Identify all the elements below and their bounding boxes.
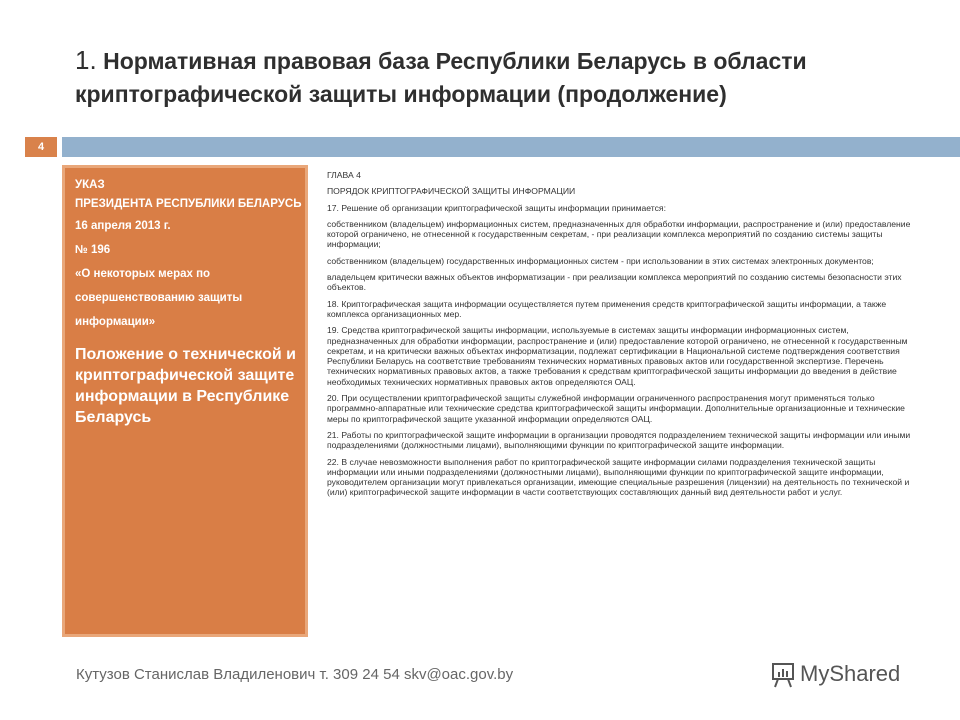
watermark-text: MyShared	[800, 661, 901, 686]
decree-number: № 196	[75, 244, 111, 256]
paragraph: 19. Средства криптографической защиты информации, используемые в системах защиты информации информационных систем, предназначенных для обработки информации, распространение и (или) предоставление которой ограничено, не отнесенной к государственным секретам, и на критически важных объектах информатизации, подлежат сертификации в Национальной системе подтверждения соответствия Республики Беларусь на соответствие требованиям технических нормативных правовых актов или государственной экспертизе. Перечень технических нормативных правовых актов, а также требования к средствам криптографической защиты информации до введения в действие необходимых технических нормативных правовых актов определяются ОАЦ.	[327, 325, 908, 387]
chapter-label: ГЛАВА 4	[327, 170, 361, 180]
decree-type: УКАЗ	[75, 179, 105, 191]
chapter-title: ПОРЯДОК КРИПТОГРАФИЧЕСКОЙ ЗАЩИТЫ ИНФОРМАЦИИ	[327, 186, 576, 197]
footer-contact: Кутузов Станислав Владиленович т. 309 24 54 skv@oac.gov.by	[76, 666, 514, 683]
paragraph: 20. При осуществлении криптографической защиты служебной информации ограниченного распространения могут применяться только программно-аппаратные или технические средства криптографической защиты информации. Дополнительные организационные и технические меры по криптографической защите указанной информации определяются ОАЦ.	[327, 393, 905, 424]
regulation-heading: Положение о технической и криптографической защите информации в Республике Беларусь	[75, 346, 296, 426]
paragraph: 18. Криптографическая защита информации осуществляется путем применения средств криптографической защиты информации, а также комплекса организационных мер.	[327, 298, 887, 319]
decree-date: 16 апреля 2013 г.	[75, 220, 171, 232]
slide-number: 4	[25, 137, 57, 157]
paragraph: 17. Решение об организации криптографической защиты информации принимается:	[327, 202, 666, 213]
watermark	[770, 660, 900, 688]
paragraph: 22. В случае невозможности выполнения работ по криптографической защите информации силами подразделения технической защиты информации или иными подразделениями (должностными лицами), выполняющими функции по криптографической защите информации, руководителем организации могут привлекаться организации, имеющие специальные разрешения (лицензии) на деятельность по технической и (или) криптографической защите информации в части соответствующих составляющих данный вид деятельности работ и услуг.	[327, 456, 910, 498]
decree-title: «О некоторых мерах по совершенствованию защиты информации»	[75, 268, 243, 328]
title-number: 1.	[75, 45, 97, 75]
title-text: Нормативная правовая база Республики Беларусь в области криптографической защиты информации (продолжение)	[75, 48, 807, 107]
slide-title	[75, 44, 935, 111]
decree-issuer: ПРЕЗИДЕНТА РЕСПУБЛИКИ БЕЛАРУСЬ	[75, 198, 302, 210]
paragraph: собственником (владельцем) государственных информационных систем - при использовании в этих системах электронных документов;	[327, 255, 874, 266]
header-bar	[62, 137, 960, 157]
paragraph: 21. Работы по криптографической защите информации в организации проводятся подразделением технической защиты информации или иными подразделениями (должностными лицами), выполняющими функции по криптографической защите информации.	[327, 429, 911, 451]
regulation-text	[327, 170, 917, 504]
presentation-board-icon	[770, 660, 796, 688]
decree-panel	[62, 165, 308, 637]
paragraph: собственником (владельцем) информационных систем, предназначенных для обработки информации, распространение и (или) предоставление которой ограничено, не отнесенной к государственным секретам, - при реализации комплекса мероприятий по созданию системы защиты информации;	[327, 218, 911, 250]
paragraph: владельцем критически важных объектов информатизации - при реализации комплекса мероприятий по созданию системы безопасности этих объектов.	[327, 272, 902, 293]
